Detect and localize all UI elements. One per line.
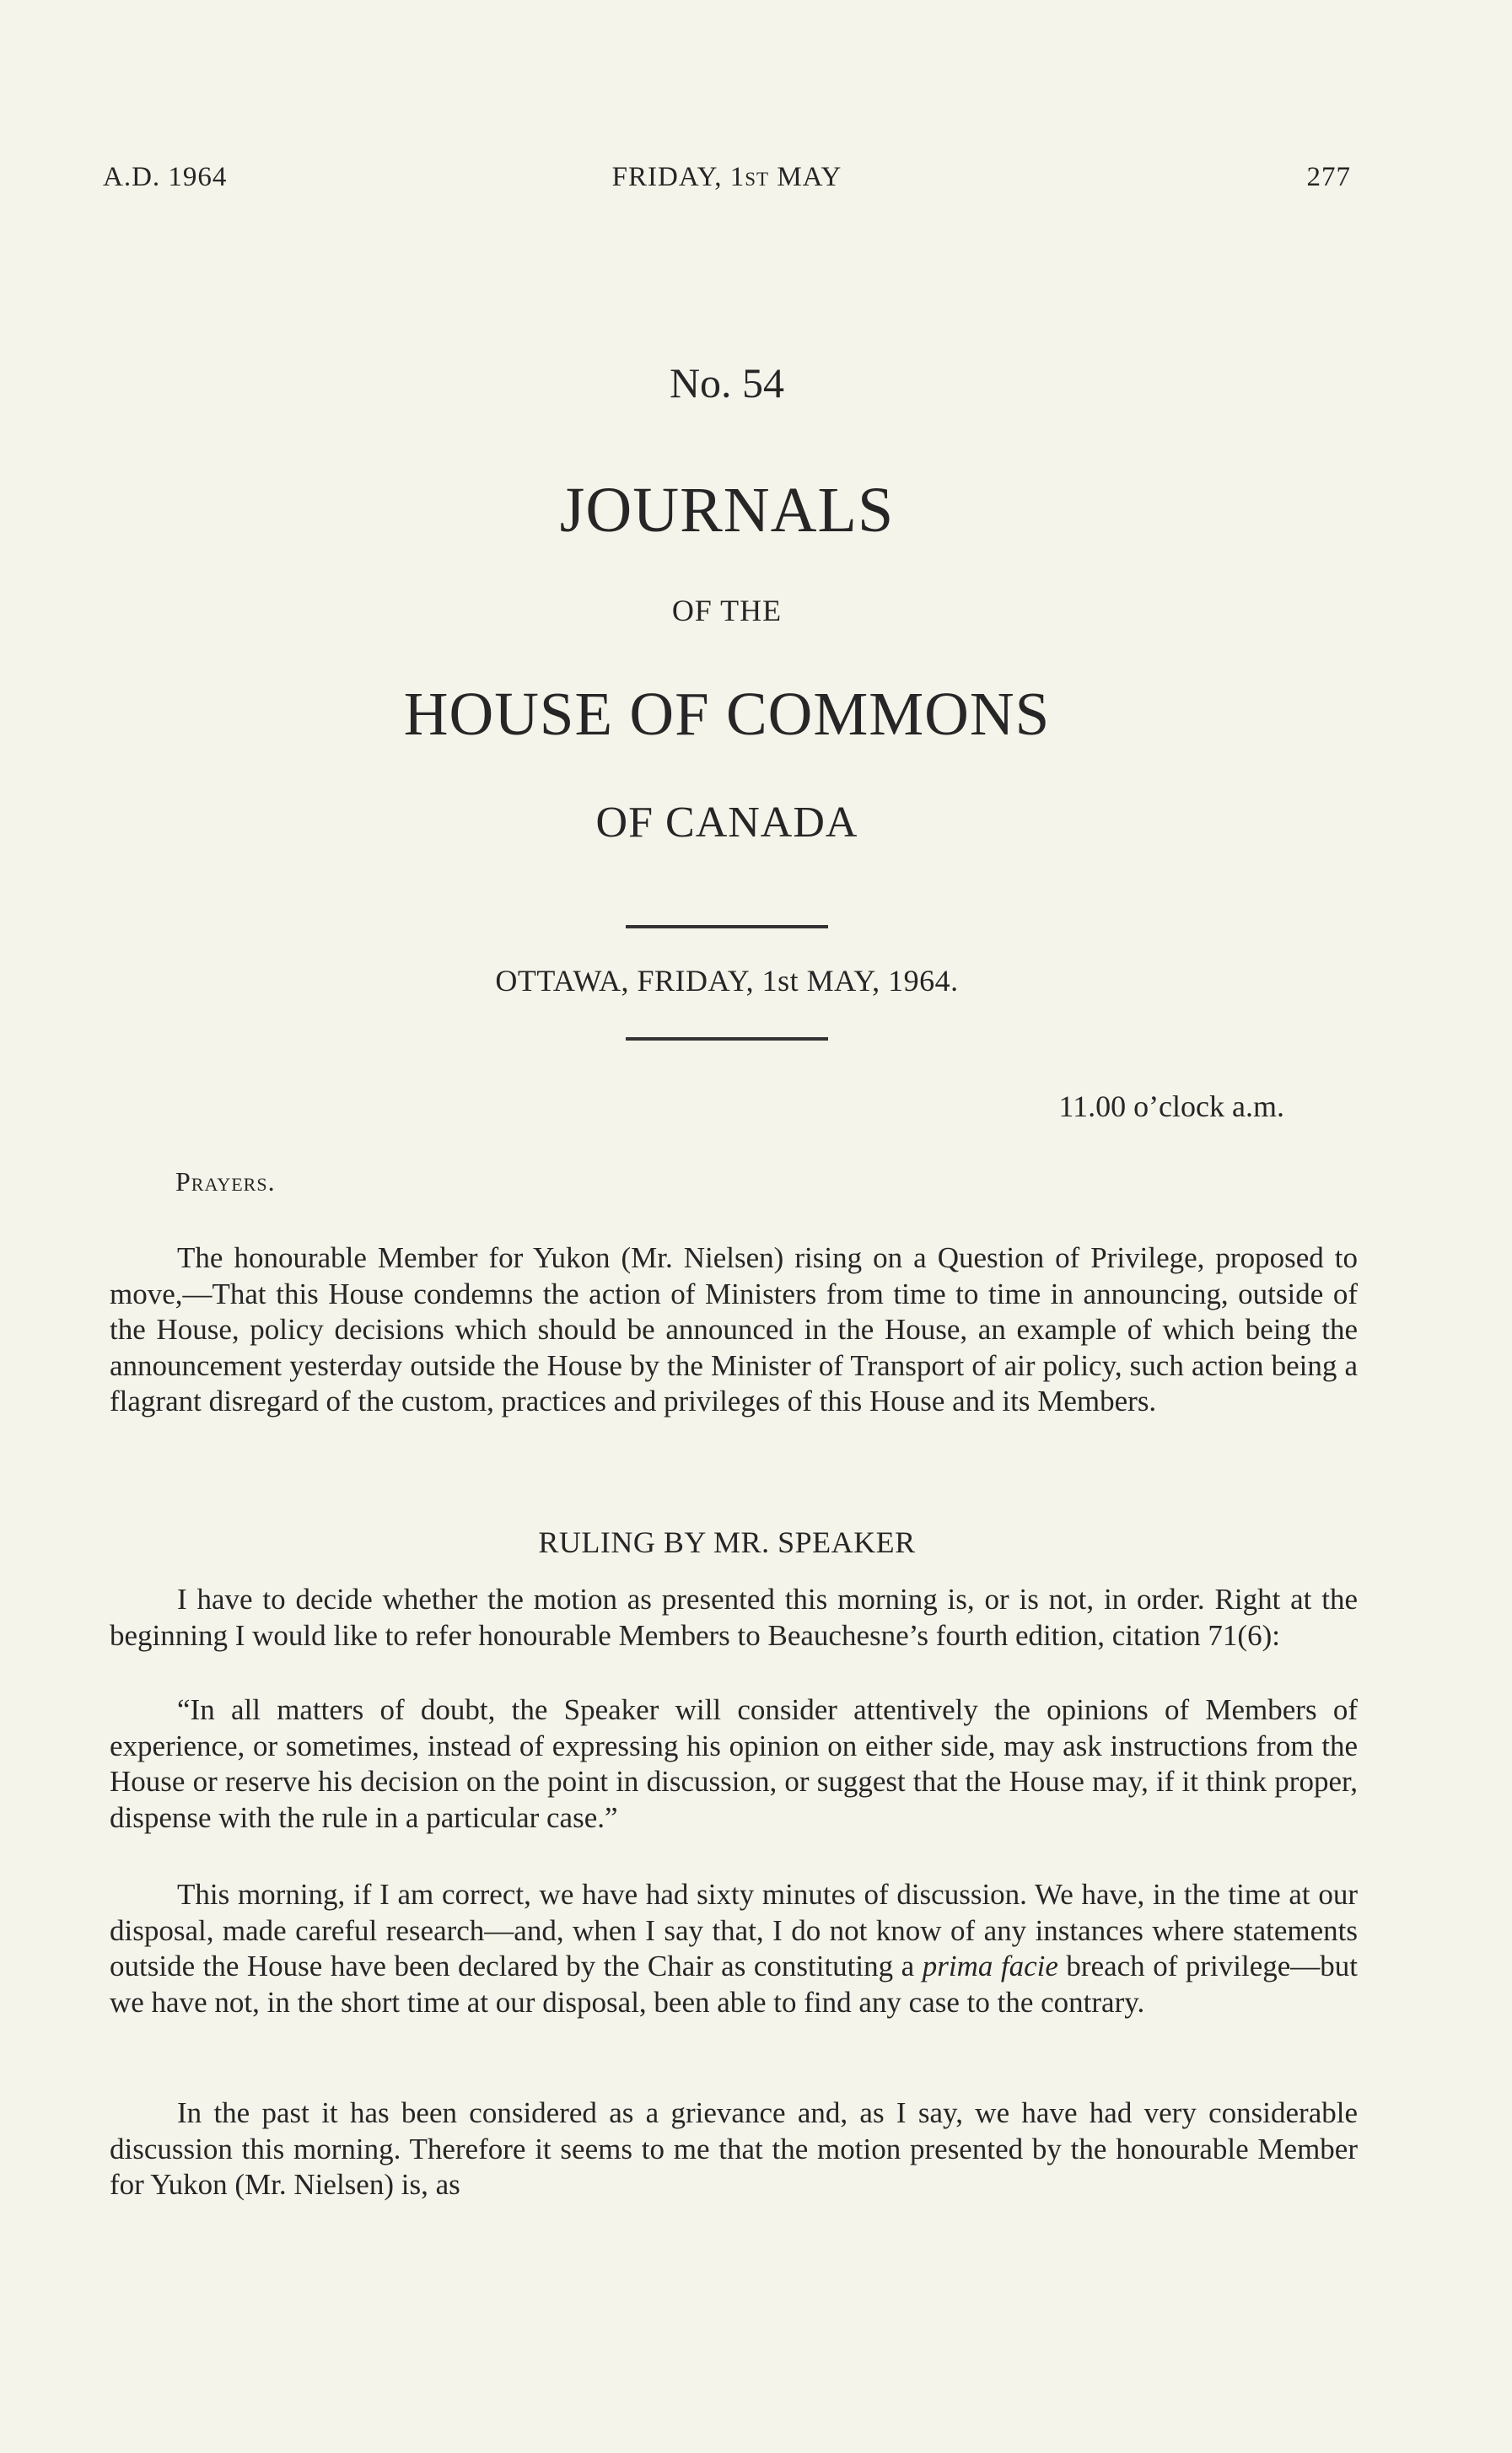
running-head-date xyxy=(103,162,1351,193)
prima-facie-italic: prima facie xyxy=(922,1950,1058,1983)
sitting-time: 11.00 o’clock a.m. xyxy=(1058,1089,1284,1123)
citation-quote-paragraph: “In all matters of doubt, the Speaker will consider attentively the opinions of Members of experience, or sometimes, instead of expressing his opinion on either side, may ask instructions from the House or reserve his decision on the point in discussion, or suggest that the House may, if it think proper, dispense with the rule in a particular case.” xyxy=(110,1693,1358,1834)
ruling-paragraph-2 xyxy=(110,1877,1358,2020)
dateline: OTTAWA, FRIDAY, 1st MAY, 1964. xyxy=(495,964,959,998)
of-the-line: OF THE xyxy=(671,594,783,627)
journals-title: JOURNALS xyxy=(559,475,895,546)
prayers-heading: Prayers. xyxy=(175,1166,276,1197)
ruling-paragraph-3: In the past it has been considered as a grievance and, as I say, we have had very considerable discussion this morning. Therefore it seems to me that the motion presented by the honourable Member for Yukon (Mr. Nielsen) is, as xyxy=(110,2096,1358,2202)
house-of-commons-title: HOUSE OF COMMONS xyxy=(403,680,1051,748)
ruling-paragraph-1: I have to decide whether the motion as presented this morning is, or is not, in order. Right at the beginning I would like to refer honourable Members to Beauchesne’s fourth edition, citation 71(6): xyxy=(110,1583,1358,1652)
ruling-heading: RULING BY MR. SPEAKER xyxy=(538,1525,916,1559)
divider-rule-bottom xyxy=(626,1037,828,1041)
running-head-date-suffix: MAY xyxy=(769,162,842,192)
issue-number: No. 54 xyxy=(669,359,785,406)
running-head xyxy=(103,162,1351,199)
page-number: 277 xyxy=(1306,162,1351,192)
running-head-date-ordinal: st xyxy=(745,162,770,192)
divider-rule-top xyxy=(626,925,828,928)
of-canada-line: OF CANADA xyxy=(595,799,858,847)
running-head-date-prefix: FRIDAY, 1 xyxy=(611,162,745,192)
privilege-motion-paragraph: The honourable Member for Yukon (Mr. Nielsen) rising on a Question of Privilege, proposed to move,—That this House condemns the action of Ministers from time to time in announcing, outside of the House, policy decisions which should be announced in the House, an example of which being the announcement yesterday outside the House by the Minister of Transport of air policy, such action being a flagrant disregard of the custom, practices and privileges of this House and its Members. xyxy=(110,1241,1358,1418)
running-head-year: A.D. 1964 xyxy=(103,162,228,192)
ruling-paragraph-2-after: breach of privilege—but we have not, in the short time at our disposal, been able to find any case to the contrary. xyxy=(110,1950,1358,2019)
ruling-paragraph-2-before: This morning, if I am correct, we have had sixty minutes of discussion. We have, in the time at our disposal, made careful research—and, when I say that, I do not know of any instances where statements outside the House have been declared by the Chair as constituting a xyxy=(110,1878,1358,1983)
